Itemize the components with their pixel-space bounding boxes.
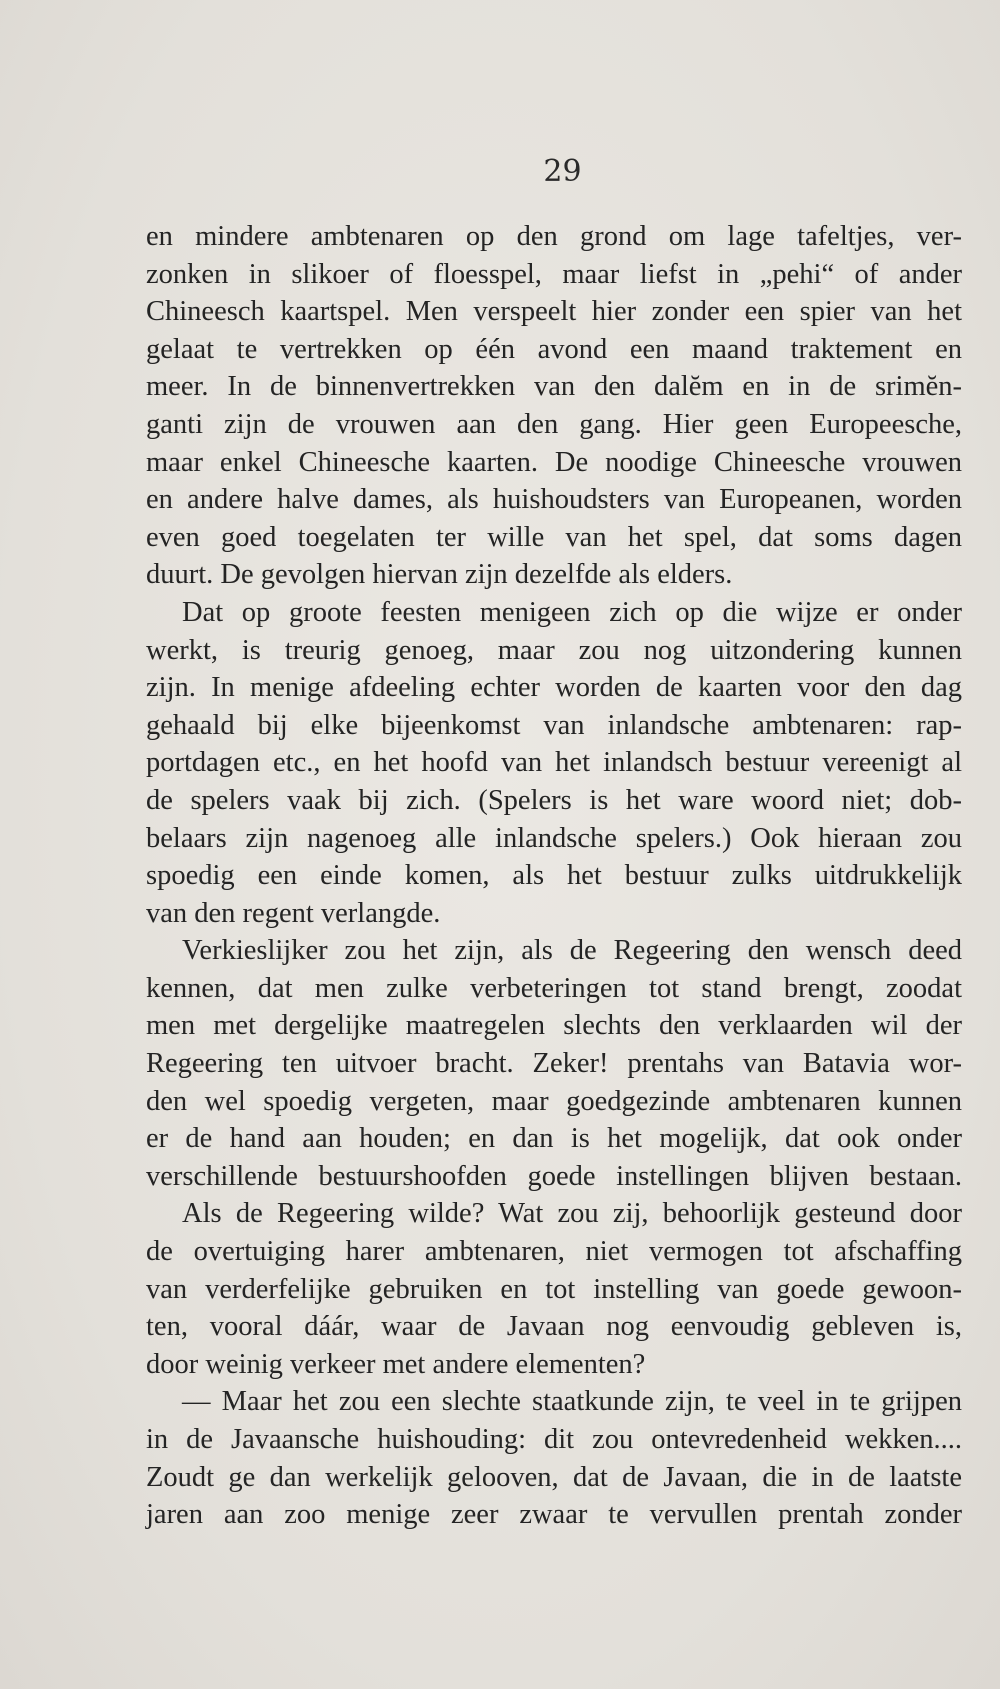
text-line: ganti zijn de vrouwen aan den gang. Hier geen Europeesche, [146,408,962,440]
text-line: den wel spoedig vergeten, maar goedgezinde ambtenaren kunnen [146,1085,962,1117]
text-line: Chineesch kaartspel. Men verspeelt hier zonder een spier van het [146,296,962,328]
text-line: van den regent verlangde. [146,897,441,929]
text-line: in de Javaansche huishouding: dit zou ontevredenheid wekken.... [146,1424,962,1455]
text-line: men met dergelijke maatregelen slechts den verklaarden wil der [146,1010,962,1042]
text-line: even goed toegelaten ter wille van het spel, dat soms dagen [146,521,962,553]
text-line: zijn. In menige afdeeling echter worden de kaarten voor den dag [146,672,962,704]
text-line: maar enkel Chineesche kaarten. De noodige Chineesche vrouwen [146,446,962,478]
text-line: de spelers vaak bij zich. (Spelers is het ware woord niet; dob- [146,784,962,816]
text-line: er de hand aan houden; en dan is het mogelijk, dat ook onder [146,1123,962,1155]
body-text [146,218,962,1534]
text-line: Regeering ten uitvoer bracht. Zeker! prentahs van Batavia wor- [146,1048,962,1080]
text-line: gehaald bij elke bijeenkomst van inlandsche ambtenaren: rap- [146,709,962,741]
text-line: de overtuiging harer ambtenaren, niet vermogen tot afschaffing [146,1236,962,1268]
text-line: en mindere ambtenaren op den grond om lage tafeltjes, ver- [146,221,962,252]
text-line: — Maar het zou een slechte staatkunde zijn, te veel in te grijpen [182,1386,962,1418]
text-line: Als de Regeering wilde? Wat zou zij, behoorlijk gesteund door [182,1198,962,1230]
text-line: duurt. De gevolgen hiervan zijn dezelfde als elders. [146,559,733,591]
text-line: Zoudt ge dan werkelijk gelooven, dat de Javaan, die in de laatste [146,1461,962,1493]
text-line: verschillende bestuurshoofden goede instellingen blijven bestaan. [146,1160,962,1192]
text-line: ten, vooral dáár, waar de Javaan nog eenvoudig gebleven is, [146,1311,962,1343]
page-number: 29 [543,154,582,189]
text-line: jaren aan zoo menige zeer zwaar te vervullen prentah zonder [146,1499,962,1531]
text-line: kennen, dat men zulke verbeteringen tot stand brengt, zoodat [146,972,962,1004]
text-line: portdagen etc., en het hoofd van het inlandsch bestuur vereenigt al [146,747,962,779]
text-line: spoedig een einde komen, als het bestuur zulks uitdrukkelijk [146,860,962,892]
text-line: en andere halve dames, als huishoudsters van Europeanen, worden [146,484,962,516]
text-line: Dat op groote feesten menigeen zich op die wijze er onder [182,596,962,628]
text-line: meer. In de binnenvertrekken van den dalĕm en in de srimĕn- [146,371,962,403]
text-line: gelaat te vertrekken op één avond een maand traktement en [146,333,962,365]
text-line: van verderfelijke gebruiken en tot instelling van goede gewoon- [146,1273,962,1305]
text-line: zonken in slikoer of floesspel, maar liefst in „pehi“ of ander [146,258,962,290]
text-line: belaars zijn nagenoeg alle inlandsche spelers.) Ook hieraan zou [146,822,962,854]
text-line: door weinig verkeer met andere elementen? [146,1348,646,1380]
text-line: werkt, is treurig genoeg, maar zou nog uitzondering kunnen [146,634,962,666]
text-line: Verkieslijker zou het zijn, als de Regeering den wensch deed [182,935,962,967]
